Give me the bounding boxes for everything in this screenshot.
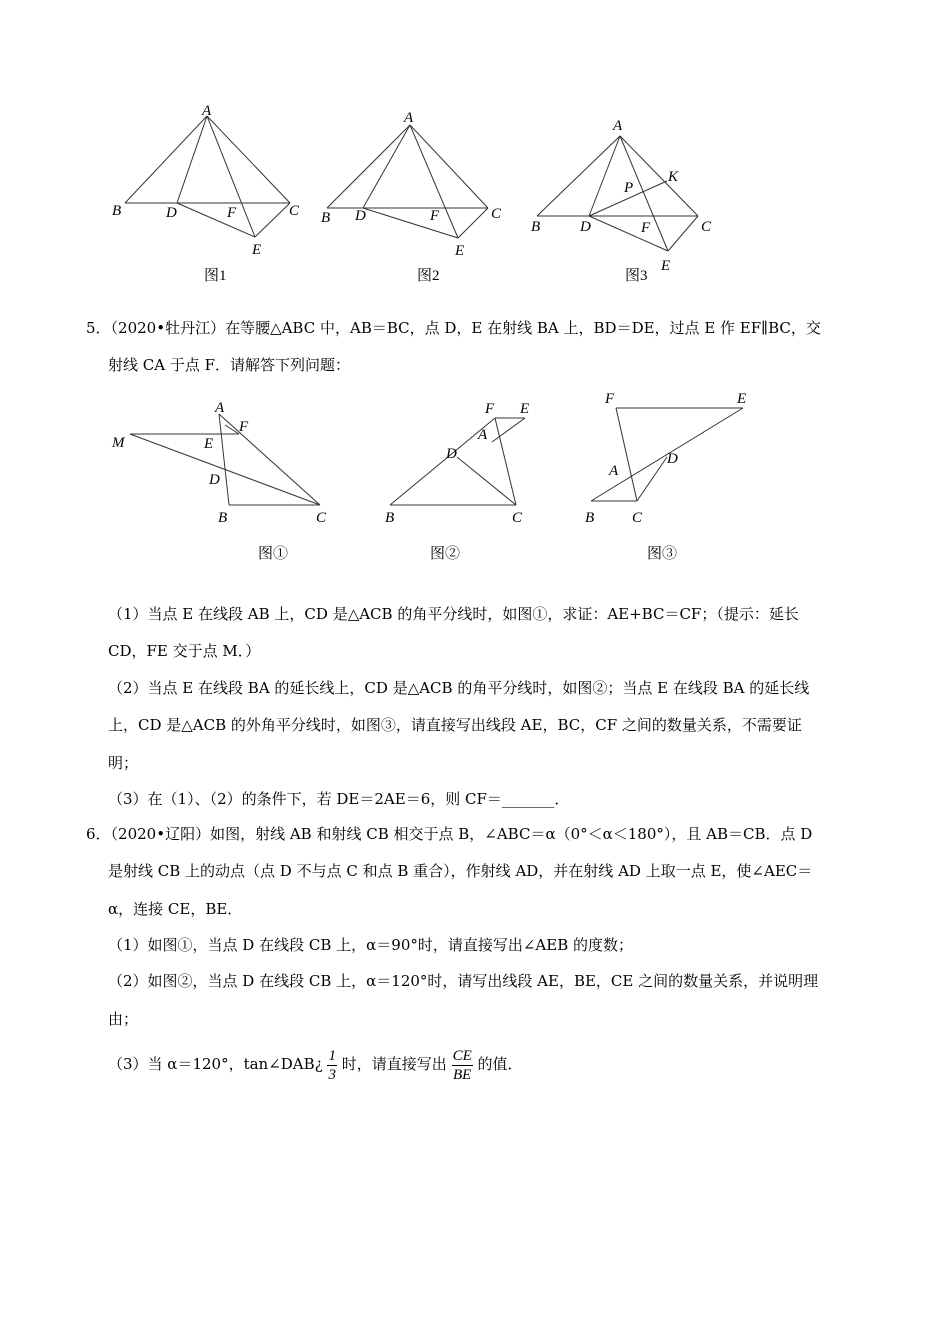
label-B: B bbox=[112, 203, 122, 219]
label-B: B bbox=[321, 210, 331, 226]
problem5-figure-2 bbox=[380, 392, 550, 564]
problem6-line3: α，连接 CE，BE． bbox=[108, 900, 243, 918]
label-E: E bbox=[520, 401, 530, 417]
problem6-q3 bbox=[108, 1044, 523, 1088]
label-E: E bbox=[661, 258, 671, 274]
label-C: C bbox=[632, 510, 643, 526]
problem5-q3-line1: （3）在（1）、（2）的条件下，若 DE＝2AE＝6，则 CF＝_______． bbox=[108, 790, 570, 808]
figure-3-diagram bbox=[575, 385, 765, 565]
label-M: M bbox=[112, 435, 125, 451]
figure-3-top bbox=[525, 108, 725, 288]
figure-caption: 图③ bbox=[647, 546, 678, 562]
problem5-line2: 射线 CA 于点 F．请解答下列问题： bbox=[108, 356, 351, 374]
label-F: F bbox=[430, 208, 440, 224]
figure-1-diagram bbox=[100, 100, 320, 285]
problem5-q2-line1: （2）当点 E 在线段 BA 的延长线上，CD 是△ACB 的角平分线时，如图②；当点 E 在线段 BA 的延长线 bbox=[108, 679, 810, 697]
label-A: A bbox=[202, 103, 212, 119]
label-D: D bbox=[667, 451, 678, 467]
label-B: B bbox=[218, 510, 228, 526]
label-F: F bbox=[605, 391, 615, 407]
figure-2-diagram bbox=[380, 392, 550, 564]
figure-2-diagram bbox=[315, 100, 515, 285]
figure-2-top bbox=[315, 100, 515, 285]
problem6-line2: 是射线 CB 上的动点（点 D 不与点 C 和点 B 重合），作射线 AD，并在射线 AD 上取一点 E，使∠AEC＝ bbox=[108, 862, 813, 880]
figure-1-diagram bbox=[108, 392, 338, 564]
problem5-q2-line2: 上，CD 是△ACB 的外角平分线时，如图③，请直接写出线段 AE，BC，CF 之间的数量关系，不需要证 bbox=[108, 716, 802, 734]
problem5-line1: 5．（2020•牡丹江）在等腰△ABC 中，AB＝BC，点 D，E 在射线 BA 上，BD＝DE，过点 E 作 EF∥BC，交 bbox=[86, 319, 821, 337]
fraction-numerator: 1 bbox=[328, 1047, 336, 1064]
fraction-one-third bbox=[327, 1047, 337, 1084]
problem6-q3-prefix: （3）当 α＝120°，tan∠DAB¿ bbox=[108, 1055, 323, 1073]
problem6-q1: （1）如图①，当点 D 在线段 CB 上，α＝90°时，请直接写出∠AEB 的度数； bbox=[108, 936, 634, 954]
label-F: F bbox=[239, 419, 249, 435]
label-D: D bbox=[209, 472, 220, 488]
label-C: C bbox=[701, 219, 712, 235]
label-K: K bbox=[668, 169, 679, 185]
label-A: A bbox=[404, 110, 414, 126]
label-D: D bbox=[446, 446, 457, 462]
label-A: A bbox=[215, 400, 225, 416]
label-F: F bbox=[227, 205, 237, 221]
fraction-ce-over-be bbox=[452, 1047, 473, 1084]
label-A: A bbox=[613, 118, 623, 134]
label-E: E bbox=[455, 243, 465, 259]
problem5-q2-line3: 明； bbox=[108, 754, 139, 772]
label-D: D bbox=[580, 219, 591, 235]
figure-caption: 图1 bbox=[204, 268, 227, 284]
fraction-denominator: 3 bbox=[328, 1066, 336, 1083]
label-F: F bbox=[485, 401, 495, 417]
problem5-figure-1 bbox=[108, 392, 338, 564]
label-C: C bbox=[512, 510, 523, 526]
label-B: B bbox=[531, 219, 541, 235]
label-B: B bbox=[585, 510, 595, 526]
label-D: D bbox=[355, 208, 366, 224]
problem6-line1: 6．（2020•辽阳）如图，射线 AB 和射线 CB 相交于点 B，∠ABC＝α（0°＜α＜180°），且 AB＝CB．点 D bbox=[86, 825, 813, 843]
problem5-q1-line1: （1）当点 E 在线段 AB 上，CD 是△ACB 的角平分线时，如图①，求证：AE+BC＝CF；（提示：延长 bbox=[108, 605, 799, 623]
problem6-q2-line2: 由； bbox=[108, 1010, 139, 1028]
label-A: A bbox=[478, 427, 488, 443]
label-B: B bbox=[385, 510, 395, 526]
figure-1-top bbox=[100, 100, 320, 285]
label-D: D bbox=[166, 205, 177, 221]
figure-caption: 图3 bbox=[625, 268, 648, 284]
problem5-q1-line2: CD，FE 交于点 M．） bbox=[108, 642, 261, 660]
figure-caption: 图② bbox=[430, 546, 461, 562]
figure-caption: 图2 bbox=[417, 268, 440, 284]
label-F: F bbox=[641, 220, 651, 236]
label-E: E bbox=[737, 391, 747, 407]
label-C: C bbox=[316, 510, 327, 526]
label-A: A bbox=[609, 463, 619, 479]
label-C: C bbox=[289, 203, 300, 219]
label-E: E bbox=[204, 436, 214, 452]
label-C: C bbox=[491, 206, 502, 222]
problem6-q3-middle: 时，请直接写出 bbox=[341, 1055, 447, 1073]
figure-caption: 图① bbox=[258, 546, 289, 562]
problem6-q2-line1: （2）如图②，当点 D 在线段 CB 上，α＝120°时，请写出线段 AE，BE，CE 之间的数量关系，并说明理 bbox=[108, 972, 819, 990]
figure-3-diagram bbox=[525, 108, 725, 288]
problem6-q3-suffix: 的值． bbox=[477, 1055, 523, 1073]
fraction-denominator: BE bbox=[452, 1066, 472, 1083]
fraction-numerator: CE bbox=[452, 1047, 472, 1064]
label-P: P bbox=[624, 180, 634, 196]
label-E: E bbox=[252, 242, 262, 258]
problem5-figure-3 bbox=[575, 385, 765, 565]
